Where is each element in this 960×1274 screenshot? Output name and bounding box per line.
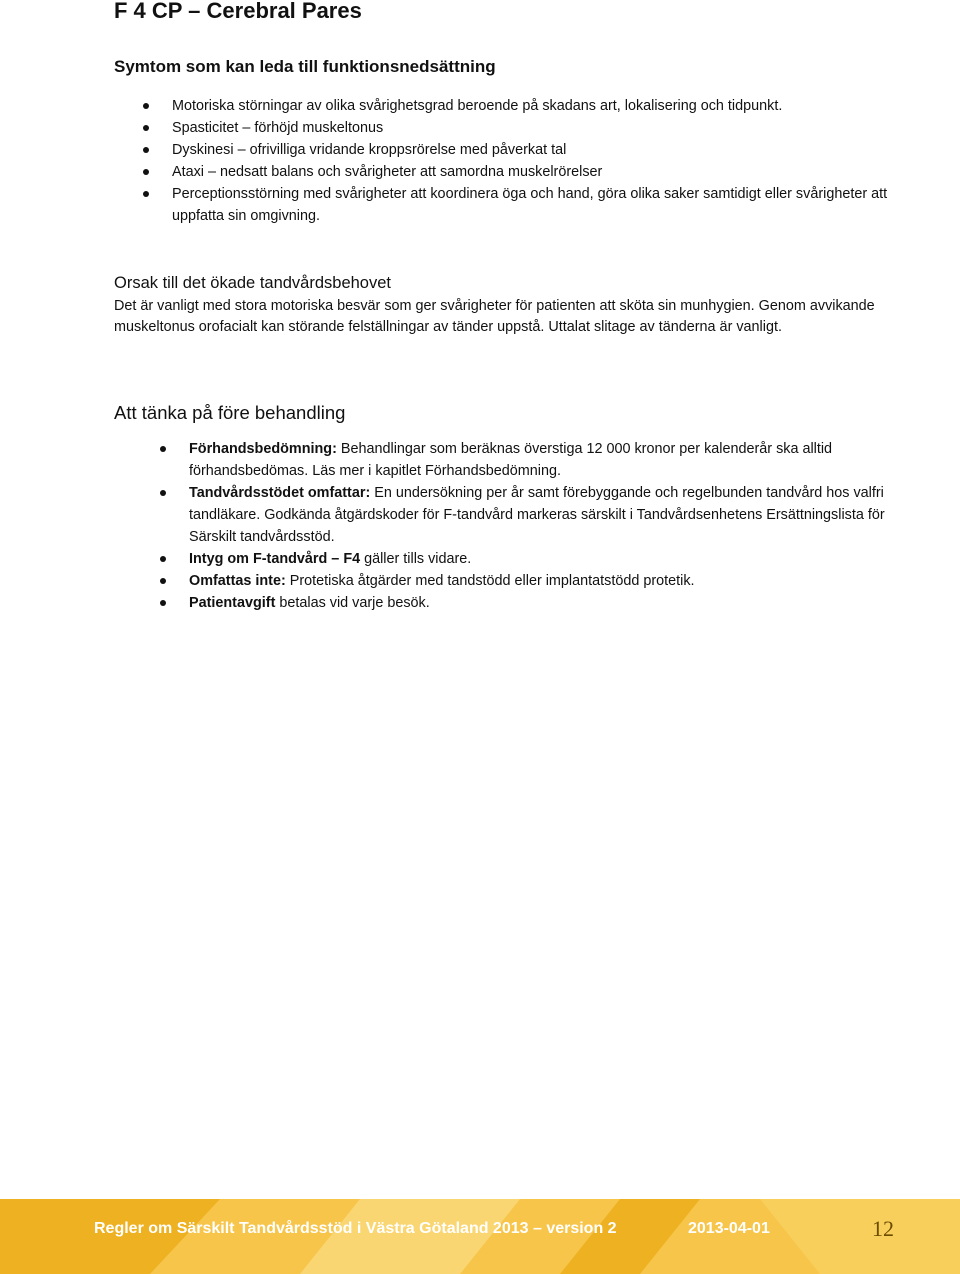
item-label: Omfattas inte: <box>189 573 286 589</box>
list-item: Spasticitet – förhöjd muskeltonus <box>172 117 892 139</box>
page-title: F 4 CP – Cerebral Pares <box>114 0 362 23</box>
item-text: Protetiska åtgärder med tandstödd eller implantatstödd protetik. <box>285 573 695 589</box>
footer-title: Regler om Särskilt Tandvårdsstöd i Västra Götaland 2013 – version 2 <box>94 1220 617 1237</box>
item-text: betalas vid varje besök. <box>275 595 430 611</box>
item-label: Patientavgift <box>189 595 276 611</box>
list-item <box>189 482 889 548</box>
list-item: Ataxi – nedsatt balans och svårigheter att samordna muskelrörelser <box>172 161 892 183</box>
footer-date: 2013-04-01 <box>688 1220 770 1237</box>
att-tanka-list <box>189 438 889 614</box>
list-item <box>189 548 889 570</box>
list-item: Motoriska störningar av olika svårighetsgrad beroende på skadans art, lokalisering och tidpunkt. <box>172 95 892 117</box>
att-tanka-heading: Att tänka på före behandling <box>114 402 346 423</box>
page-number: 12 <box>872 1216 894 1241</box>
page-footer <box>0 1199 960 1274</box>
item-label: Förhandsbedömning: <box>189 441 337 457</box>
orsak-heading: Orsak till det ökade tandvårdsbehovet <box>114 274 391 292</box>
item-text: En undersökning per år samt förebyggande och regelbunden tandvård hos valfri tandläkare. Godkända åtgärdskoder för F-tandvård markeras särskilt i Tandvårdsenhetens Ersättningslista för Särskilt tandvårdsstöd. <box>189 485 885 545</box>
list-item <box>189 592 889 614</box>
item-text: Behandlingar som beräknas överstiga 12 000 kronor per kalenderår ska alltid förhandsbedömas. Läs mer i kapitlet Förhandsbedömning. <box>189 441 833 479</box>
list-item: Perceptionsstörning med svårigheter att koordinera öga och hand, göra olika saker samtidigt eller svårigheter att uppfatta sin omgivning. <box>172 183 892 227</box>
item-label: Tandvårdsstödet omfattar: <box>189 485 371 501</box>
item-label: Intyg om F-tandvård – F4 <box>189 551 361 567</box>
footer-band-light-2 <box>760 1199 960 1274</box>
list-item <box>189 570 889 592</box>
symtom-list <box>172 95 892 227</box>
item-text: gäller tills vidare. <box>360 551 472 567</box>
list-item <box>189 438 889 482</box>
symtom-heading: Symtom som kan leda till funktionsnedsättning <box>114 57 496 76</box>
orsak-paragraph: Det är vanligt med stora motoriska besvär som ger svårigheter för patienten att sköta sin munhygien. Genom avvikande muskeltonus orofacialt kan störande felställningar av tänder uppstå. Uttalat slitage av tänderna är vanligt. <box>114 298 875 335</box>
list-item: Dyskinesi – ofrivilliga vridande kroppsrörelse med påverkat tal <box>172 139 892 161</box>
